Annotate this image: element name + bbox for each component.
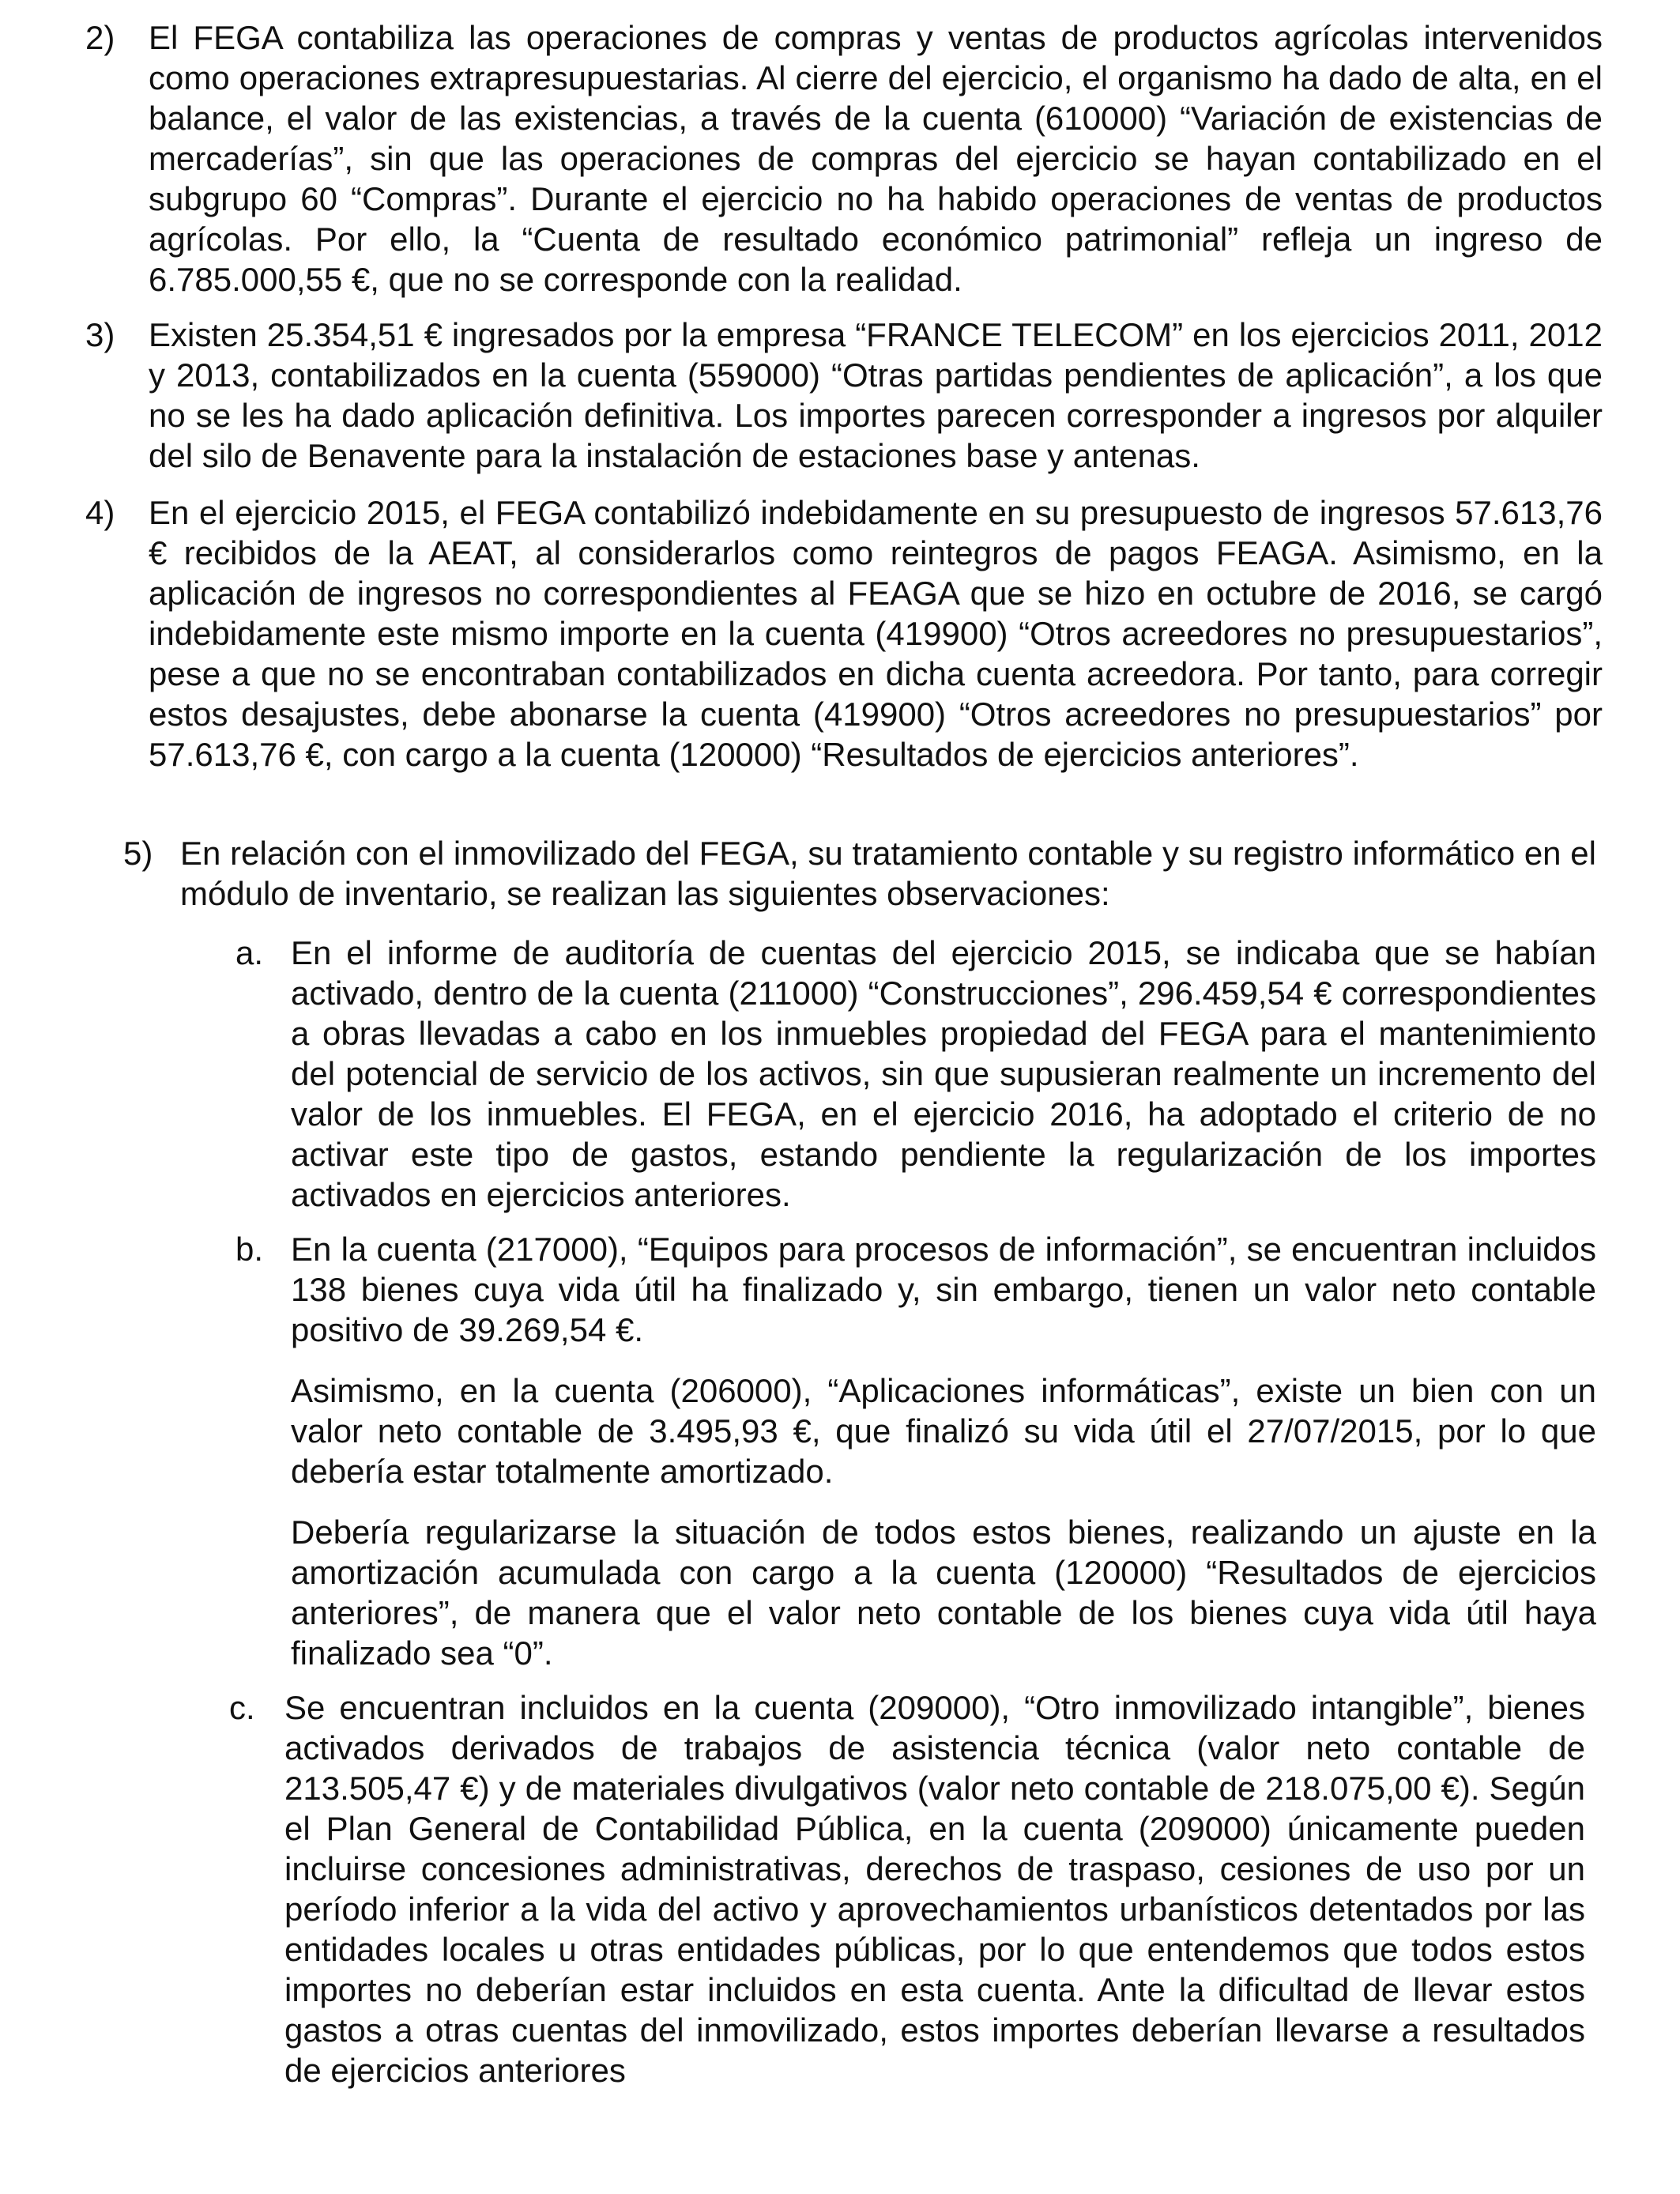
- sub-item-paragraph: Debería regularizarse la situación de todos estos bienes, realizando un ajuste en la amortización acumulada con cargo a la cuenta (120000) “Resultados de ejercicios anteriores”, de manera que el valor neto contable de los bienes cuya vida útil haya finalizado sea “0”.: [291, 1514, 1596, 1672]
- sub-item-paragraph: Asimismo, en la cuenta (206000), “Aplicaciones informáticas”, existe un bien con un valor neto contable de 3.495,93 €, que finalizó su vida útil el 27/07/2015, por lo que debería estar totalmente amortizado.: [291, 1372, 1596, 1490]
- sub-item-letter: a.: [235, 934, 264, 971]
- sub-item-letter: b.: [235, 1231, 264, 1268]
- item-paragraph: El FEGA contabiliza las operaciones de compras y ventas de productos agrícolas intervenidos como operaciones extrapresupuestarias. Al cierre del ejercicio, el organismo ha dado de alta, en el balance, el valor de las existencias, a través de la cuenta (610000) “Variación de existencias de mercaderías”, sin que las operaciones de compras del ejercicio se hayan contabilizado en el subgrupo 60 “Compras”. Durante el ejercicio no ha habido operaciones de ventas de productos agrícolas. Por ello, la “Cuenta de resultado económico patrimonial” refleja un ingreso de 6.785.000,55 €, que no se corresponde con la realidad.: [149, 19, 1603, 298]
- list-item-5: [123, 833, 1596, 914]
- sub-item-paragraph: En el informe de auditoría de cuentas del ejercicio 2015, se indicaba que se habían activado, dentro de la cuenta (211000) “Construcciones”, 296.459,54 € correspondientes a obras llevadas a cabo en los inmuebles propiedad del FEGA para el mantenimiento del potencial de servicio de los activos, sin que supusieran realmente un incremento del valor de los inmuebles. El FEGA, en el ejercicio 2016, ha adoptado el criterio de no activar este tipo de gastos, estando pendiente la regularización de los importes activados en ejercicios anteriores.: [291, 934, 1596, 1213]
- list-item-2: [85, 17, 1603, 300]
- sub-item-paragraph: Se encuentran incluidos en la cuenta (209000), “Otro inmovilizado intangible”, bienes activados derivados de trabajos de asistencia técnica (valor neto contable de 213.505,47 €) y de materiales divulgativos (valor neto contable de 218.075,00 €). Según el Plan General de Contabilidad Pública, en la cuenta (209000) únicamente pueden incluirse concesiones administrativas, derechos de traspaso, cesiones de uso por un período inferior a la vida del activo y aprovechamientos urbanísticos detentados por las entidades locales u otras entidades públicas, por lo que entendemos que todos estos importes no deberían estar incluidos en esta cuenta. Ante la dificultad de llevar estos gastos a otras cuentas del inmovilizado, estos importes deberían llevarse a resultados de ejercicios anteriores: [284, 1689, 1585, 2089]
- sub-item-paragraph: En la cuenta (217000), “Equipos para procesos de información”, se encuentran incluidos 138 bienes cuya vida útil ha finalizado y, sin embargo, tienen un valor neto contable positivo de 39.269,54 €.: [291, 1231, 1596, 1348]
- sub-item-a: [235, 933, 1596, 1215]
- sub-item-letter: c.: [229, 1689, 255, 1726]
- item-number: 4): [85, 494, 115, 531]
- sub-item-b: [235, 1229, 1596, 1673]
- list-item-4: [85, 492, 1603, 775]
- item-paragraph: En el ejercicio 2015, el FEGA contabilizó indebidamente en su presupuesto de ingresos 57.613,76 € recibidos de la AEAT, al considerarlos como reintegros de pagos FEAGA. Asimismo, en la aplicación de ingresos no correspondientes al FEAGA que se hizo en octubre de 2016, se cargó indebidamente este mismo importe en la cuenta (419900) “Otros acreedores no presupuestarios”, pese a que no se encontraban contabilizados en dicha cuenta acreedora. Por tanto, para corregir estos desajustes, debe abonarse la cuenta (419900) “Otros acreedores no presupuestarios” por 57.613,76 €, con cargo a la cuenta (120000) “Resultados de ejercicios anteriores”.: [149, 494, 1603, 773]
- item-number: 2): [85, 19, 115, 56]
- item-number: 3): [85, 316, 115, 353]
- item-paragraph: Existen 25.354,51 € ingresados por la empresa “FRANCE TELECOM” en los ejercicios 2011, 2012 y 2013, contabilizados en la cuenta (559000) “Otras partidas pendientes de aplicación”, a los que no se les ha dado aplicación definitiva. Los importes parecen corresponder a ingresos por alquiler del silo de Benavente para la instalación de estaciones base y antenas.: [149, 316, 1603, 474]
- list-item-3: [85, 315, 1603, 476]
- sub-item-c: [229, 1687, 1585, 2090]
- item-paragraph: En relación con el inmovilizado del FEGA, su tratamiento contable y su registro informático en el módulo de inventario, se realizan las siguientes observaciones:: [180, 835, 1596, 912]
- item-number: 5): [123, 835, 153, 872]
